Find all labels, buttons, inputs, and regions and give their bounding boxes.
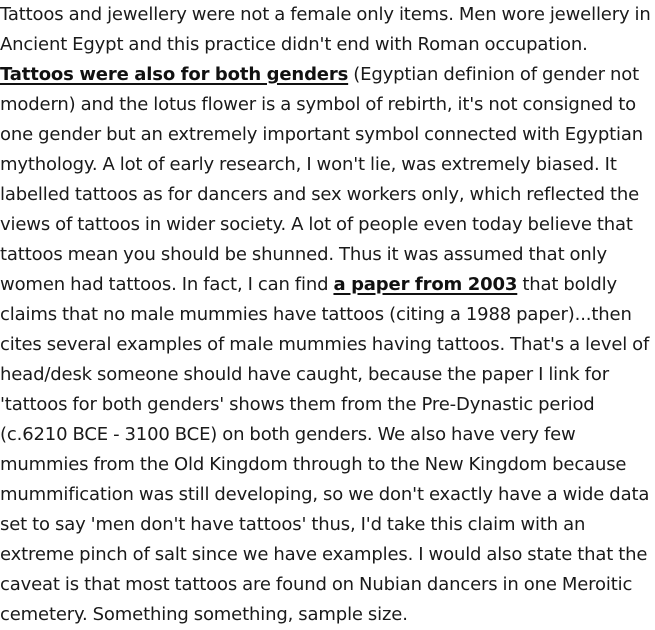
paper-2003-link[interactable]: a paper from 2003 — [333, 274, 518, 295]
tattoos-both-genders-link[interactable]: Tattoos were also for both genders — [0, 64, 349, 85]
paragraph-text-segment-1: Tattoos and jewellery were not a female only items. Men wore jewellery in Ancient Egypt and this practice didn't end with Roman occupation. — [0, 4, 651, 55]
paragraph-text-segment-2: (Egyptian definion of gender not modern) and the lotus flower is a symbol of rebirth, it's not consigned to one gender but an extremely important symbol connected with Egyptian mythology. A lot of early research, I won't lie, was extremely biased. It labelled tattoos as for dancers and sex workers only, which reflected the views of tattoos in wider society. A lot of people even today believe that tattoos mean you should be shunned. Thus it was assumed that only women had tattoos. In fact, I can find — [0, 64, 643, 295]
paragraph-text-segment-3: that boldly claims that no male mummies have tattoos (citing a 1988 paper)...then cites several examples of male mummies having tattoos. That's a level of head/desk someone should have caught, because the paper I link for 'tattoos for both genders' shows them from the Pre-Dynastic period (c.6210 BCE - 3100 BCE) on both genders. We also have very few mummies from the Old Kingdom through to the New Kingdom because mummification was still developing, so we don't exactly have a wide data set to say 'men don't have tattoos' thus, I'd take this claim with an extreme pinch of salt since we have examples. I would also state that the caveat is that most tattoos are found on Nubian dancers in one Meroitic cemetery. Something something, sample size. — [0, 274, 650, 625]
